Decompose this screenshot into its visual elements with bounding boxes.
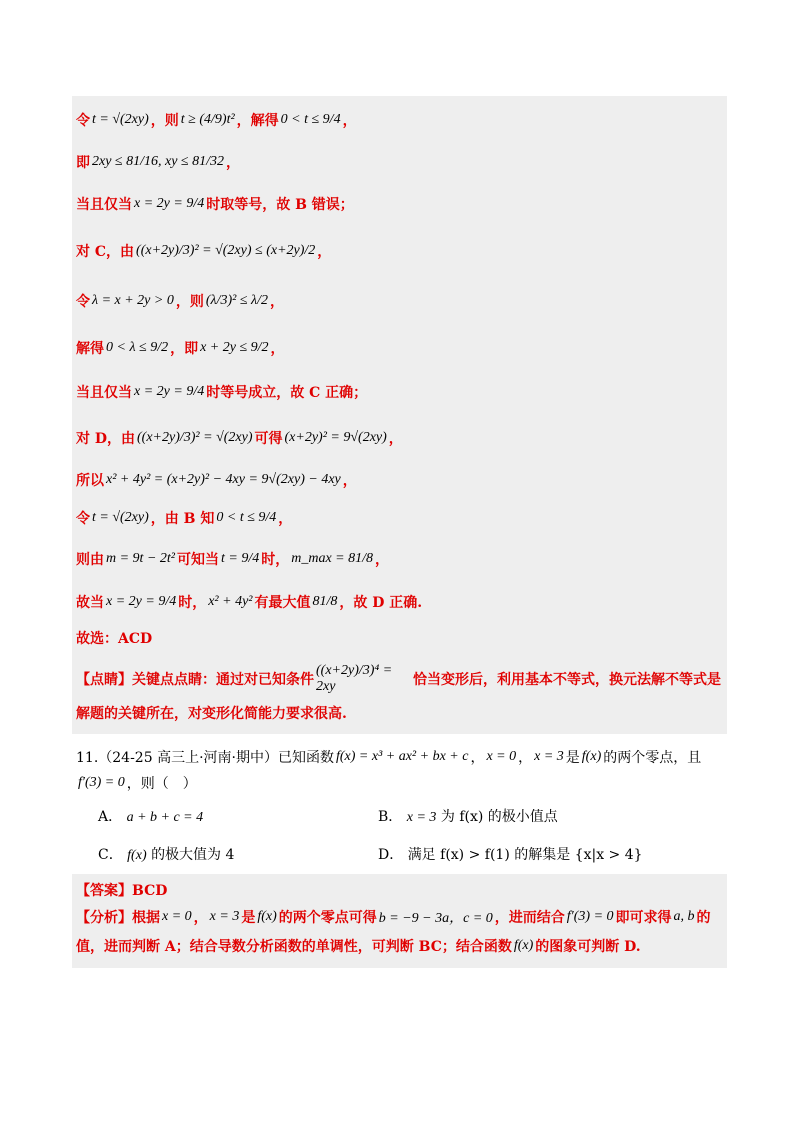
solution-text: ，故 D 正确. (339, 595, 423, 611)
solution-text: 所以 (76, 473, 104, 489)
highlight-text-2: 解题的关键所在，对变形化简能力要求很高. (76, 706, 347, 722)
solution-line (76, 624, 721, 652)
solution-line (76, 182, 721, 226)
question-prefix: 11.（24-25 高三上·河南·期中）已知函数 (76, 750, 334, 766)
solution-text: 故当 (76, 595, 104, 611)
option-a (98, 806, 378, 826)
solution-formula: x + 2y ≤ 9/2 (200, 340, 269, 355)
question-11 (72, 734, 727, 796)
question-suffix: ，则（ ） (126, 776, 197, 792)
solution-text: ，则 (175, 294, 204, 310)
solution-line (76, 226, 721, 276)
solution-formula: t = 9/4 (220, 551, 260, 566)
analysis-text-1a: 【分析】根据 (76, 910, 160, 926)
solution-formula: x = 2y = 9/4 (134, 196, 205, 211)
solution-text: 可知当 (176, 552, 219, 568)
question-zero-2: x = 3 (534, 749, 564, 764)
solution-text: ，由 B 知 (150, 511, 215, 527)
solution-text: 令 (76, 511, 90, 527)
question-f: f(x) (581, 749, 602, 764)
solution-line (76, 326, 721, 370)
solution-formula: (x+2y)² = 9√(2xy) (284, 430, 387, 445)
solution-formula: (λ/3)² ≤ λ/2 (205, 293, 268, 308)
solution-line (76, 538, 721, 580)
solution-text: 对 C，由 (76, 244, 135, 260)
solution-text: 令 (76, 113, 90, 129)
solution-formula: t = √(2xy) (92, 112, 149, 127)
question-condition: f′(3) = 0 (78, 775, 125, 790)
page-content (72, 96, 727, 968)
analysis-text-1f: 即可求得 (615, 910, 672, 926)
option-b-text: 为 f(x) 的极小值点 (440, 809, 558, 825)
solution-text: 令 (76, 294, 90, 310)
answer-text: 【答案】BCD (76, 883, 168, 899)
highlight-text-1b: 恰当变形后，利用基本不等式，换元法解不等式是 (413, 672, 721, 688)
question-sep-1: ， (470, 750, 485, 766)
analysis-text-2b: 的图象可判断 D. (535, 939, 641, 955)
solution-text: 对 D，由 (76, 431, 136, 447)
solution-formula: 2xy ≤ 81/16, xy ≤ 81/32 (92, 154, 225, 169)
question-zero-1: x = 0 (486, 749, 517, 764)
solution-text: 时取等号，故 B 错误； (206, 197, 354, 213)
solution-line (76, 414, 721, 462)
question-function: f(x) = x³ + ax² + bx + c (335, 749, 469, 764)
highlight-block (72, 658, 727, 734)
option-c (98, 844, 378, 864)
solution-text: 有最大值 (254, 595, 311, 611)
question-sep-3: 是 (565, 750, 580, 766)
option-c-label: C． (98, 847, 123, 863)
solution-text: ， (270, 341, 285, 357)
analysis-math-2: x = 3 (209, 909, 240, 924)
option-d-label: D． (378, 847, 404, 863)
solution-text: ， (269, 294, 284, 310)
solution-formula: 0 < t ≤ 9/4 (216, 510, 277, 525)
solution-formula: 0 < t ≤ 9/4 (280, 112, 341, 127)
solution-text: 时， (178, 595, 207, 611)
solution-formula: m = 9t − 2t² (106, 551, 175, 566)
solution-line (76, 498, 721, 538)
question-sep-2: ， (518, 750, 533, 766)
solution-formula: 0 < λ ≤ 9/2 (106, 340, 169, 355)
solution-text: 故选：ACD (76, 631, 153, 647)
solution-text: ， (342, 113, 357, 129)
solution-line (76, 462, 721, 498)
analysis-math-5: f′(3) = 0 (566, 909, 614, 924)
option-b (378, 806, 658, 826)
solution-text: ， (342, 473, 357, 489)
option-c-text: 的极大值为 4 (151, 847, 235, 863)
solution-text: 时等号成立，故 C 正确； (206, 385, 368, 401)
option-a-math: a + b + c = 4 (126, 810, 204, 825)
solution-text: ， (278, 511, 293, 527)
analysis-math-7: f(x) (513, 938, 534, 953)
option-b-label: B． (378, 809, 403, 825)
option-c-math: f(x) (127, 848, 147, 863)
analysis-text-1e: ，进而结合 (494, 910, 565, 926)
solution-text: 可得 (254, 431, 283, 447)
analysis-math-6: a, b (673, 909, 695, 924)
analysis-text-1d: 的两个零点可得 (278, 910, 377, 926)
solution-text: 时， (261, 552, 290, 568)
solution-formula: x² + 4y² = (x+2y)² − 4xy = 9√(2xy) − 4xy (106, 472, 341, 487)
solution-text: ，即 (170, 341, 199, 357)
solution-line (76, 142, 721, 182)
solution-formula: x = 2y = 9/4 (134, 384, 205, 399)
solution-text: ，解得 (236, 113, 279, 129)
solution-line (76, 370, 721, 414)
solution-formula: m_max = 81/8 (291, 551, 373, 566)
answer-analysis-block (72, 874, 727, 968)
solution-formula: x = 2y = 9/4 (106, 594, 177, 609)
options-grid (98, 806, 727, 864)
analysis-text-1b: ， (193, 910, 208, 926)
solution-text: 则由 (76, 552, 104, 568)
solution-formula: λ = x + 2y > 0 (92, 293, 174, 308)
solution-text: ， (388, 431, 403, 447)
solution-text: 当且仅当 (76, 197, 132, 213)
solution-text: ， (317, 244, 332, 260)
solution-formula: ((x+2y)/3)² = √(2xy) ≤ (x+2y)/2 (136, 243, 316, 258)
option-a-label: A． (98, 809, 123, 825)
solution-text: ， (375, 552, 389, 568)
highlight-formula: ((x+2y)/3)⁴ = 2xy (316, 663, 393, 694)
solution-line (76, 98, 721, 142)
solution-text: ，则 (150, 113, 179, 129)
solution-text: 即 (76, 155, 90, 171)
option-d-text: 满足 f(x) > f(1) 的解集是 {x|x > 4} (407, 847, 643, 863)
analysis-text-2a: 值，进而判断 A；结合导数分析函数的单调性，可判断 BC；结合函数 (76, 939, 512, 955)
solution-formula: t ≥ (4/9)t² (180, 112, 235, 127)
analysis-text-1c: 是 (241, 910, 256, 926)
solution-block (72, 96, 727, 658)
question-sep-4: 的两个零点，且 (603, 750, 702, 766)
solution-line (76, 580, 721, 624)
solution-formula: t = √(2xy) (92, 510, 149, 525)
analysis-text-1g: 的 (696, 910, 711, 926)
analysis-math-1: x = 0 (162, 909, 192, 924)
solution-formula: ((x+2y)/3)² = √(2xy) (137, 430, 253, 445)
analysis-math-3: f(x) (257, 909, 277, 924)
solution-text: 解得 (76, 341, 104, 357)
highlight-text-1a: 【点睛】关键点点睛：通过对已知条件 (76, 672, 314, 688)
solution-text: 当且仅当 (76, 385, 132, 401)
solution-formula: 81/8 (312, 594, 338, 609)
analysis-math-4: b = −9 − 3a，c = 0 (378, 911, 493, 926)
solution-text: ， (226, 155, 241, 171)
option-d (378, 844, 658, 864)
solution-line (76, 276, 721, 326)
solution-formula: x² + 4y² (208, 594, 253, 609)
option-b-math: x = 3 (406, 810, 437, 825)
